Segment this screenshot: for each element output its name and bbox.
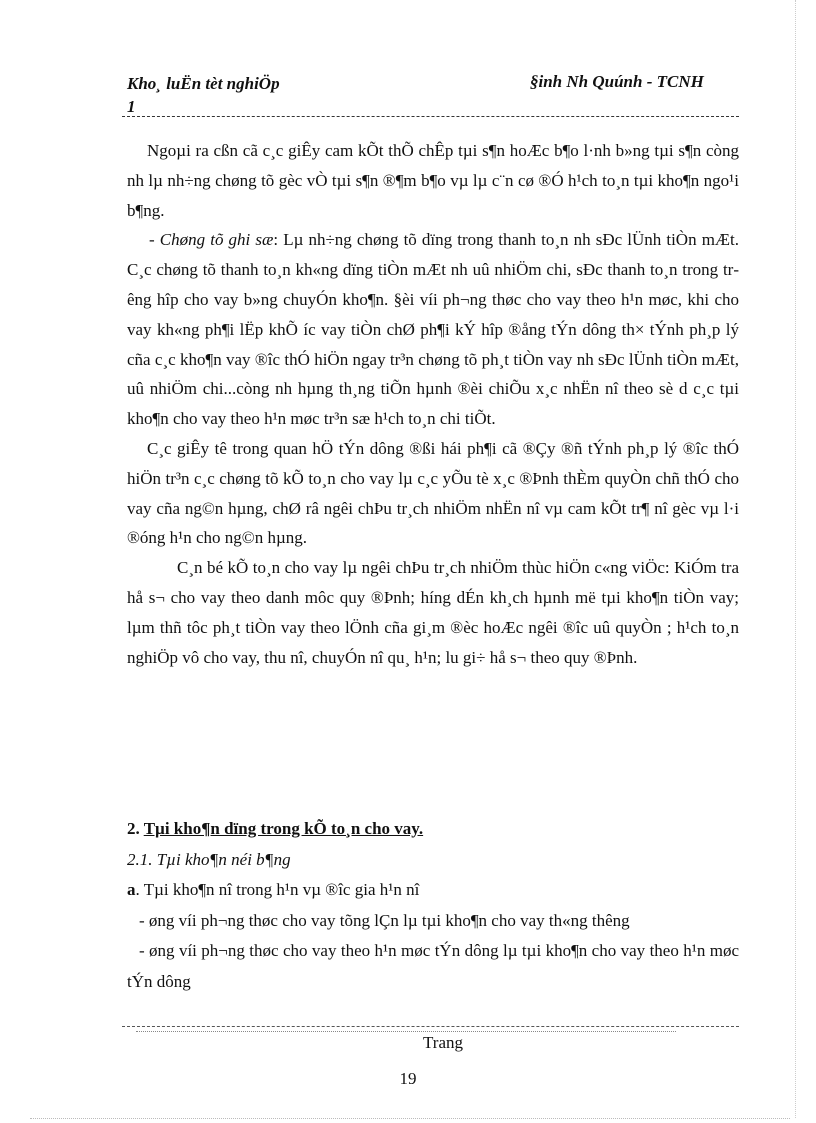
footer-label: Trang [423, 1033, 463, 1052]
page-bottom-edge [30, 1118, 790, 1119]
page-number: 19 [399, 1069, 417, 1088]
footer-divider [122, 1026, 739, 1027]
item-a-letter: a [127, 880, 136, 899]
bullet-1: - øng víi ph¬ng thøc cho vay tõng lÇn lµ tµi kho¶n cho vay th«ng thêng [139, 910, 630, 930]
subsection-title: 2.1. Tµi kho¶n néi b¶ng [127, 849, 291, 869]
section-number: 2. [127, 819, 144, 838]
paragraph-2-term: Chøng tõ ghi sæ [159, 230, 274, 250]
header-title-line1: Kho¸ luËn tèt nghiÖp [127, 74, 280, 93]
header-divider [122, 116, 739, 117]
body-text [127, 136, 739, 672]
paragraph-3: C¸c giÊy tê trong quan hÖ tÝn dông ®ßi hái ph¶i cã ®Çy ®ñ tÝnh ph¸p lý ®îc thÓ hiÖn tr³n c¸c chøng tõ kÕ to¸n cho vay lµ c¸c yÕu tè x¸c ®Þnh thÈm quyÒn chñ thÓ cho vay cña ng©n hµng, chØ râ ngêi chÞu tr¸ch nhiÖm nhËn nî vµ cam kÕt tr¶ nî gèc vµ l·i ®óng h¹n cho ng©n hµng. [127, 438, 739, 548]
footer-divider-dotted [136, 1031, 676, 1032]
item-a [127, 875, 739, 906]
paragraph-1: Ngoµi ra cßn cã c¸c giÊy cam kÕt thÕ chÊp tµi s¶n hoÆc b¶o l·nh b»ng tµi s¶n còng nh lµ nh÷ng chøng tõ gèc vÒ tµi s¶n ®¶m b¶o vµ lµ c¨n cø ®Ó h¹ch to¸n tµi kho¶n ngo¹i b¶ng. [127, 141, 739, 220]
bullet-2: - øng víi ph¬ng thøc cho vay theo h¹n møc tÝn dông lµ tµi kho¶n cho vay theo h¹n møc tÝn dông [127, 941, 739, 991]
header-title [127, 72, 280, 118]
paragraph-2 [127, 225, 739, 434]
page-right-edge [795, 0, 796, 1118]
section-heading [127, 814, 739, 845]
section-title: Tµi kho¶n dïng trong kÕ to¸n cho vay. [143, 819, 424, 838]
header-title-line2: 1 [127, 97, 136, 116]
paragraph-4: C¸n bé kÕ to¸n cho vay lµ ngêi chÞu tr¸ch nhiÖm thùc hiÖn c«ng viÖc: KiÓm tra hå s¬ cho vay theo danh môc quy ®Þnh; híng dÉn kh¸ch hµnh më tµi kho¶n tiÒn vay; lµm thñ tôc ph¸t tiÒn vay theo lÖnh cña gi¸m ®èc hoÆc ngêi ®îc uû quyÒn ; h¹ch to¸n nghiÖp vô cho vay, thu nî, chuyÓn nî qu¸ h¹n; lu gi÷ hå s¬ theo quy ®Þnh. [127, 558, 739, 667]
item-a-text: . Tµi kho¶n nî trong h¹n vµ ®îc gia h¹n nî [135, 880, 420, 899]
header-author: §inh Nh Quúnh - TCNH [530, 72, 704, 91]
paragraph-2-text: : Lµ nh÷ng chøng tõ dïng trong thanh to¸n nh sÐc lÜnh tiÒn mÆt. C¸c chøng tõ thanh to¸n kh«ng dïng tiÒn mÆt nh uû nhiÖm chi, sÐc thanh to¸n trong trêng hîp cho vay b»ng chuyÓn kho¶n. §èi víi ph¬ng thøc cho vay theo h¹n møc, khi cho vay kh«ng ph¶i lËp khÕ íc vay tiÒn chØ ph¶i kÝ hîp ®ång tÝn dông th× tÝnh ph¸p lý cña c¸c kho¶n vay ®îc thÓ hiÖn ngay tr³n chøng tõ ph¸t tiÒn vay nh sÐc lÜnh tiÒn mÆt, uû nhiÖm chi...còng nh hµng th¸ng tiÕn hµnh ®èi chiÕu x¸c nhËn nî theo sè d c¸c tµi kho¶n cho vay theo h¹n møc tr³n sæ h¹ch to¸n chi tiÕt. [127, 230, 740, 429]
section-2 [127, 814, 739, 997]
paragraph-2-dash: - [149, 230, 160, 250]
